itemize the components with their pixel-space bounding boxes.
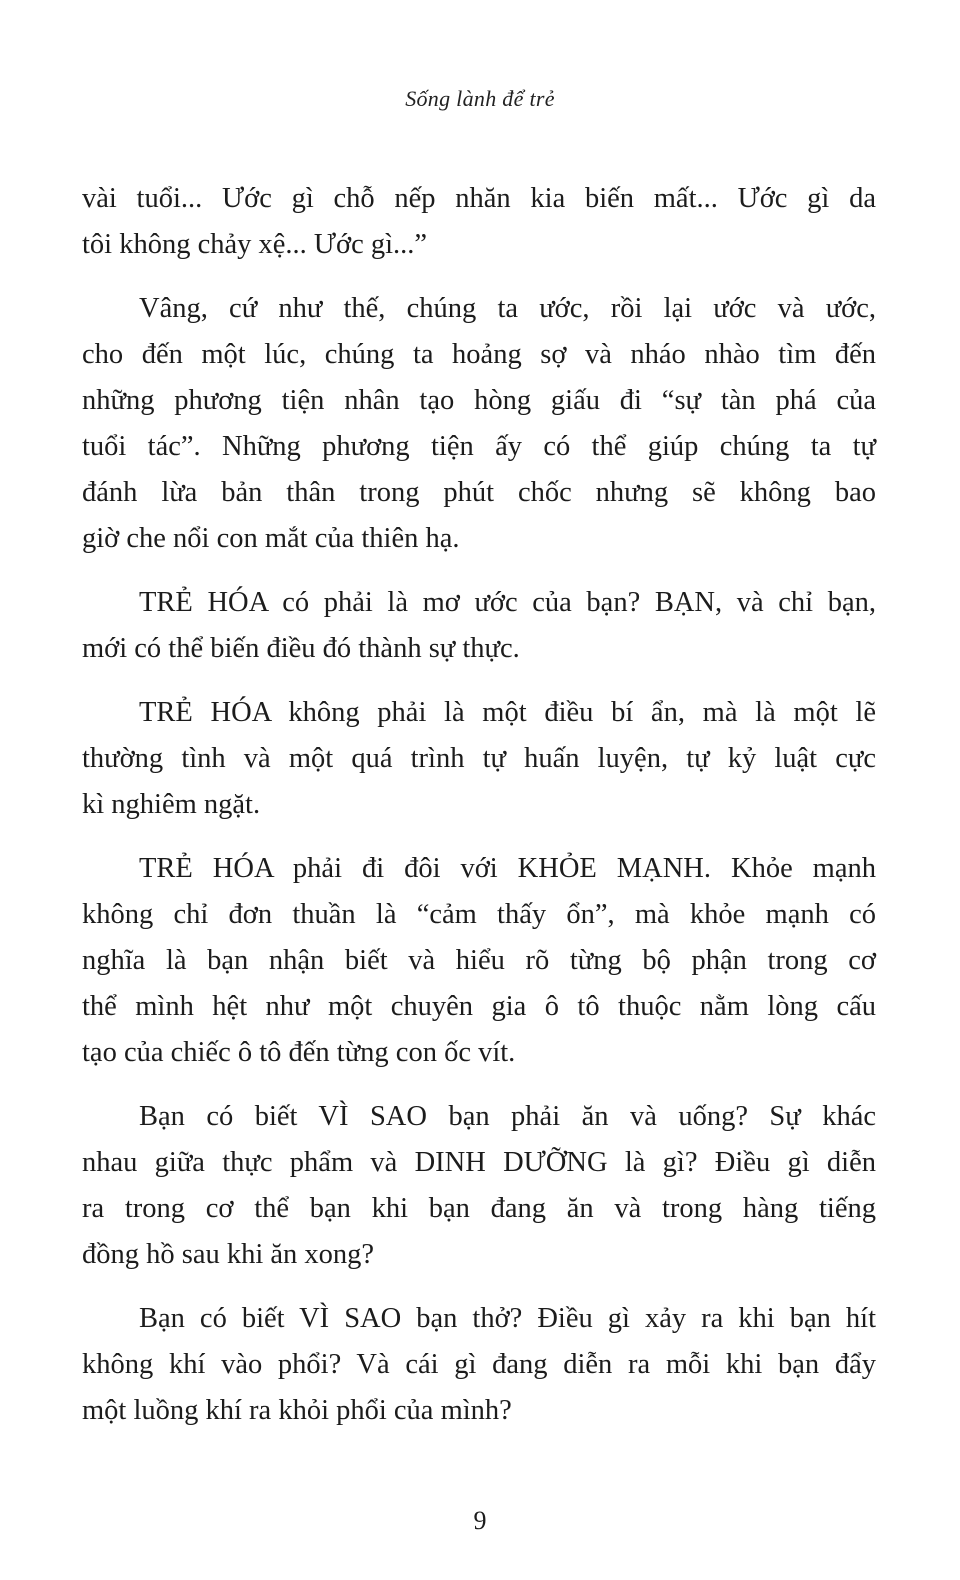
- text-line: Bạn có biết VÌ SAO bạn phải ăn và uống? Sự khác: [139, 1101, 876, 1132]
- paragraph: [82, 580, 876, 672]
- text-line: mới có thể biến điều đó thành sự thực.: [82, 633, 520, 664]
- paragraph: [82, 690, 876, 828]
- text-line: vài tuổi... Ước gì chỗ nếp nhăn kia biến mất... Ước gì da: [82, 183, 876, 214]
- text-line: không khí vào phổi? Và cái gì đang diễn ra mỗi khi bạn đẩy: [82, 1349, 876, 1380]
- text-line: TRẺ HÓA có phải là mơ ước của bạn? BẠN, và chỉ bạn,: [139, 587, 876, 618]
- text-line: không chỉ đơn thuần là “cảm thấy ổn”, mà khỏe mạnh có: [82, 899, 876, 930]
- paragraph: [82, 1094, 876, 1278]
- paragraph: [82, 1296, 876, 1434]
- text-line: một luồng khí ra khỏi phổi của mình?: [82, 1395, 512, 1426]
- text-line: TRẺ HÓA không phải là một điều bí ẩn, mà là một lẽ: [139, 697, 876, 728]
- paragraph: [82, 176, 876, 268]
- text-line: tuổi tác”. Những phương tiện ấy có thể giúp chúng ta tự: [82, 431, 876, 462]
- page-number: 9: [473, 1506, 487, 1535]
- text-line: TRẺ HÓA phải đi đôi với KHỎE MẠNH. Khỏe mạnh: [139, 853, 876, 884]
- paragraph: [82, 286, 876, 562]
- text-line: thường tình và một quá trình tự huấn luyện, tự kỷ luật cực: [82, 743, 876, 774]
- body-text: [82, 176, 876, 1452]
- text-line: tạo của chiếc ô tô đến từng con ốc vít.: [82, 1037, 516, 1068]
- text-line: Bạn có biết VÌ SAO bạn thở? Điều gì xảy ra khi bạn hít: [139, 1303, 876, 1334]
- paragraph: [82, 846, 876, 1076]
- text-line: Vâng, cứ như thế, chúng ta ước, rồi lại ước và ước,: [139, 293, 876, 324]
- text-line: tôi không chảy xệ... Ước gì...”: [82, 229, 428, 260]
- text-line: cho đến một lúc, chúng ta hoảng sợ và nháo nhào tìm đến: [82, 339, 876, 370]
- text-line: nghĩa là bạn nhận biết và hiểu rõ từng bộ phận trong cơ: [82, 945, 876, 976]
- running-header: Sống lành để trẻ: [405, 86, 555, 111]
- text-line: ra trong cơ thể bạn khi bạn đang ăn và trong hàng tiếng: [82, 1193, 876, 1224]
- text-line: giờ che nổi con mắt của thiên hạ.: [82, 523, 460, 554]
- text-line: kì nghiêm ngặt.: [82, 789, 261, 820]
- text-line: thể mình hệt như một chuyên gia ô tô thuộc nằm lòng cấu: [82, 991, 876, 1022]
- text-line: đồng hồ sau khi ăn xong?: [82, 1239, 375, 1270]
- text-line: nhau giữa thực phẩm và DINH DƯỠNG là gì? Điều gì diễn: [82, 1147, 876, 1178]
- text-line: những phương tiện nhân tạo hòng giấu đi “sự tàn phá của: [82, 385, 876, 416]
- text-line: đánh lừa bản thân trong phút chốc nhưng sẽ không bao: [82, 477, 876, 508]
